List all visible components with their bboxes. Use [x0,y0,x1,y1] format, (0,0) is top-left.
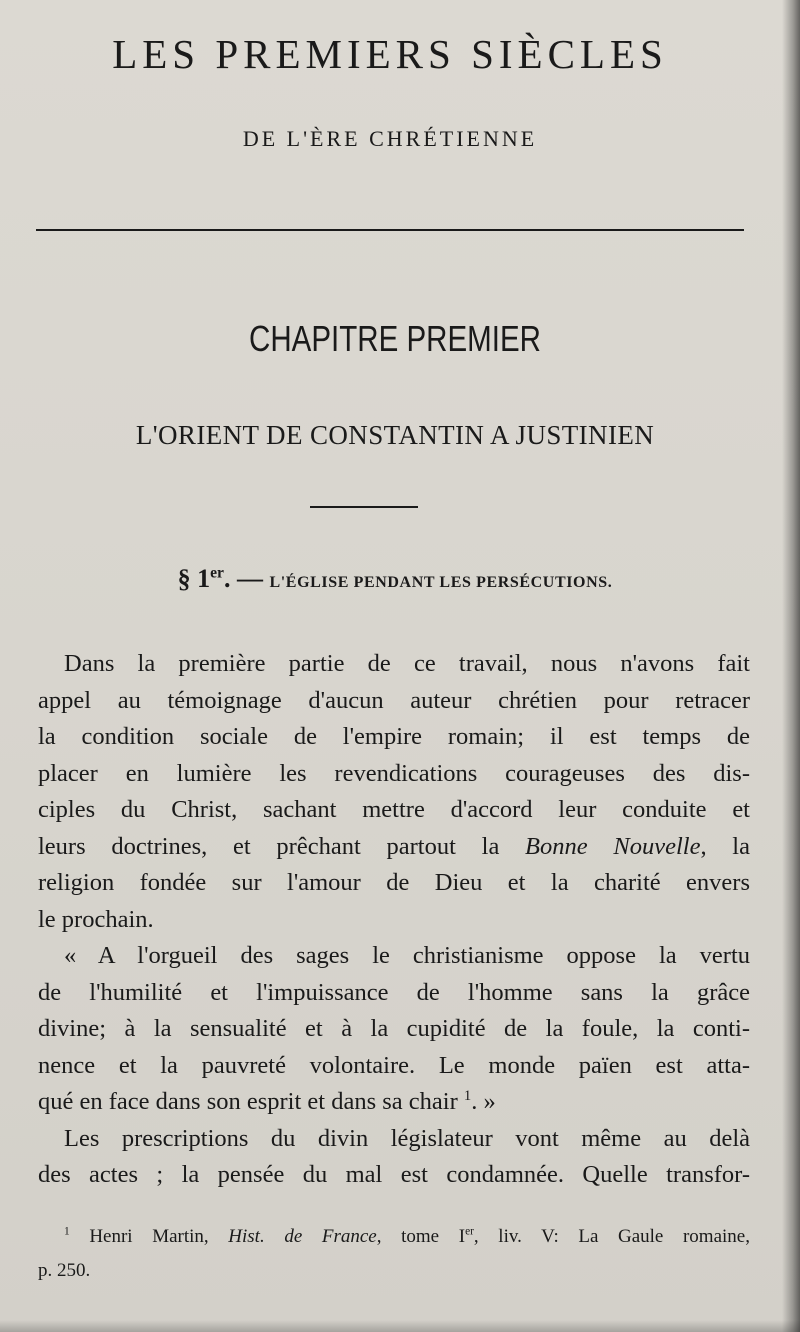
text-line: qué en face dans son esprit et dans sa chair $^1$. » [38,1087,496,1115]
book-title: LES PREMIERS SIÈCLES [112,31,668,77]
section-rule [310,506,418,508]
text-line: divine; à la sensualité et à la cupidité de la foule, la conti- [38,1015,750,1042]
text-line: la condition sociale de l'empire romain; il est temps de [38,723,750,750]
text-line: Les prescriptions du divin législateur vont même au delà [64,1124,750,1152]
chapter-heading: CHAPITRE PREMIER [249,318,541,359]
chapter-subheading: L'ORIENT DE CONSTANTIN A JUSTINIEN [135,420,655,450]
text-line: « A l'orgueil des sages le christianisme oppose la vertu [64,942,750,969]
text-line: religion fondée sur l'amour de Dieu et la charité envers [38,869,750,896]
title-rule [36,229,744,231]
page-bottom-shadow [0,1320,800,1332]
footnote-line: p. 250. [38,1260,91,1281]
body-text [38,646,750,1194]
text-line: nence et la pauvreté volontaire. Le monde païen est atta- [38,1051,750,1079]
section-title: L'ÉGLISE PENDANT LES PERSÉCUTIONS. [269,574,613,591]
page-edge-shadow [782,0,800,1332]
text-line: de l'humilité et l'impuissance de l'homme sans la grâce [38,978,750,1006]
text-line: appel au témoignage d'aucun auteur chrétien pour retracer [38,686,750,714]
text-line: des actes ; la pensée du mal est condamnée. Quelle transfor- [38,1161,750,1188]
section-number: § 1er. — [177,564,270,593]
text-line: leurs doctrines, et prêchant partout la Bonne Nouvelle, la [38,832,750,860]
book-subtitle: DE L'ÈRE CHRÉTIENNE [242,126,538,151]
text-line: ciples du Christ, sachant mettre d'accord leur conduite et [38,796,750,823]
text-line: Dans la première partie de ce travail, nous n'avons fait [64,650,750,677]
section-heading [0,564,790,594]
footnote [38,1220,750,1288]
footnote-marker: 1 [64,1225,70,1238]
footnote-line: $^1$ Henri Martin, Hist. de France, tome Ier, liv. V: La Gaule romaine, [64,1225,750,1247]
text-line: placer en lumière les revendications courageuses des dis- [38,759,750,787]
text-line: le prochain. [38,905,154,933]
